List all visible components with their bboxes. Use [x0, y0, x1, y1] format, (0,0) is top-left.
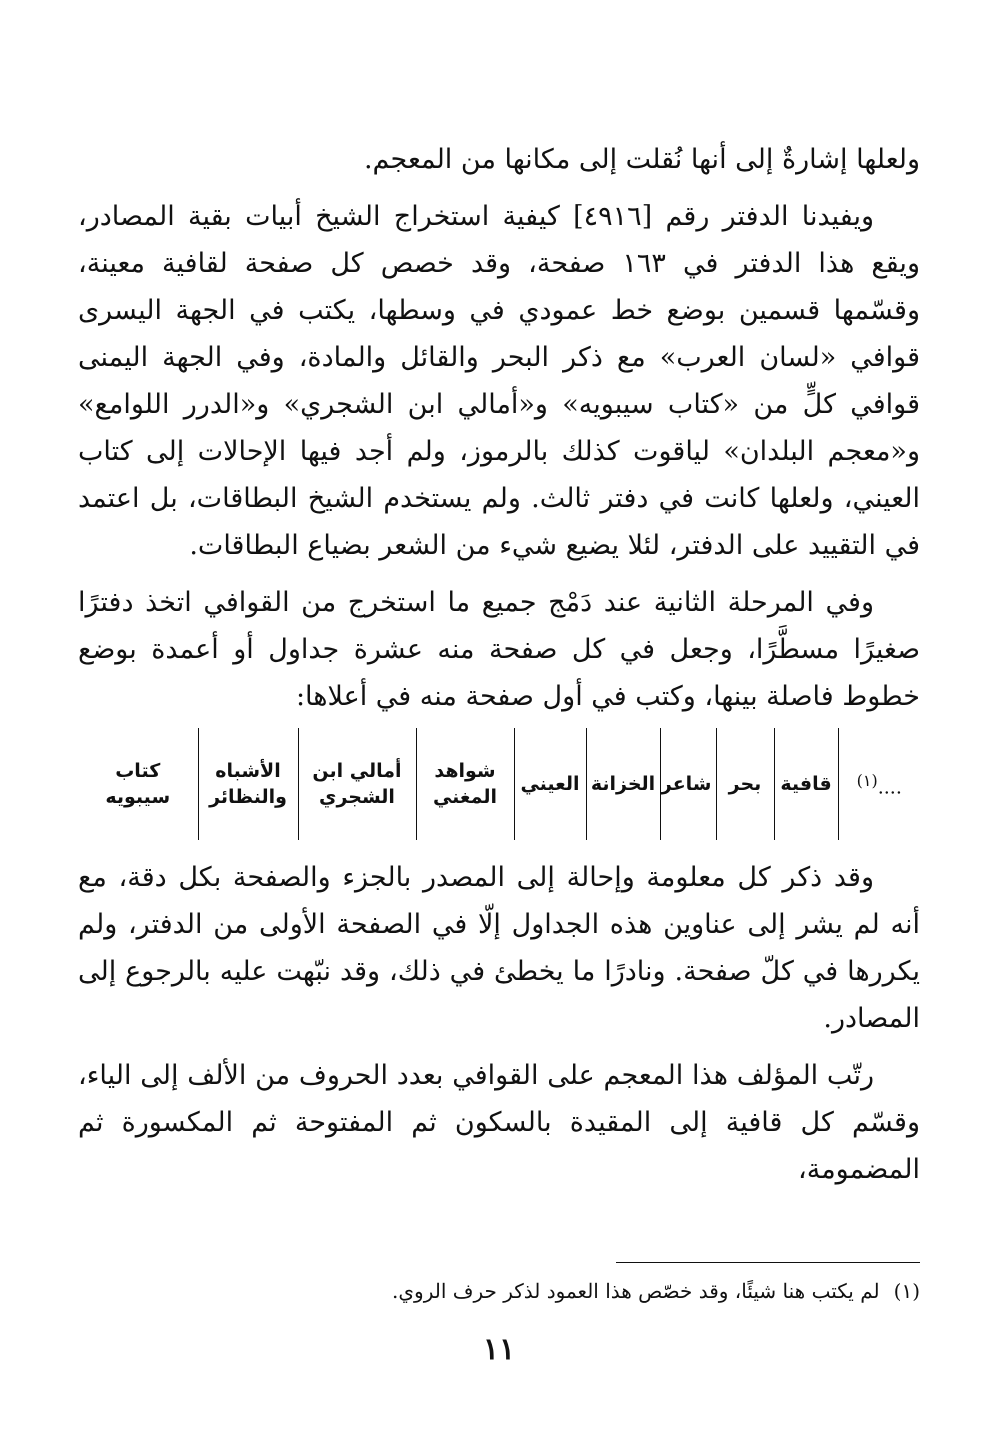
table-cell-qafiya: قافية — [774, 728, 838, 840]
footnote-divider — [616, 1262, 920, 1263]
table-cell-aini: العيني — [514, 728, 586, 840]
table-cell-note — [838, 728, 920, 840]
paragraph-4: وقد ذكر كل معلومة وإحالة إلى المصدر بالجزء والصفحة بكل دقة، مع أنه لم يشر إلى عناوين هذه الجداول إلّا في الصفحة الأولى من الدفتر، ولم يكررها في كلّ صفحة. ونادرًا ما يخطئ في ذلك، وقد نبّهت عليه بالرجوع إلى المصادر. — [78, 862, 920, 1034]
columns-table — [78, 728, 920, 840]
table-cell-bahr: بحر — [716, 728, 774, 840]
paragraph-3: وفي المرحلة الثانية عند دَمْج جميع ما استخرج من القوافي اتخذ دفترًا صغيرًا مسطَّرًا، وجعل في كل صفحة منه عشرة جداول أو أعمدة بوضع خطوط فاصلة بينها، وكتب في أول صفحة منه في أعلاها: — [78, 587, 920, 712]
table-cell-ashbah-nazair — [198, 728, 298, 840]
page-number: ١١ — [482, 1332, 516, 1367]
cell-text: شواهد المغني — [432, 760, 498, 808]
cell-text: أمالي ابن الشجري — [312, 760, 402, 808]
table-cell-kitab-sibawayh: كتاب سيبويه — [105, 760, 171, 808]
paragraph-5: رتّب المؤلف هذا المعجم على القوافي بعدد الحروف من الألف إلى الياء، وقسّم كل قافية إلى المقيدة بالسكون ثم المفتوحة ثم المكسورة ثم المضمومة، — [78, 1060, 920, 1185]
page-body — [78, 136, 920, 1193]
paragraph-2: ويفيدنا الدفتر رقم [٤٩١٦] كيفية استخراج الشيخ أبيات بقية المصادر، ويقع هذا الدفتر في ١٦٣ صفحة، وقد خصص كل صفحة لقافية معينة، وقسّمها قسمين بوضع خط عمودي في وسطها، يكتب في الجهة اليسرى قوافي «لسان العرب» مع ذكر البحر والقائل والمادة، وفي الجهة اليمنى قوافي كلٍّ من «كتاب سيبويه» و«أمالي ابن الشجري» و«الدرر اللوامع» و«معجم البلدان» لياقوت كذلك بالرموز، ولم أجد فيها الإحالات إلى كتاب العيني، ولعلها كانت في دفتر ثالث. ولم يستخدم الشيخ البطاقات، بل اعتمد في التقييد على الدفتر، لئلا يضيع شيء من الشعر بضياع البطاقات. — [78, 201, 920, 561]
paragraph-1: ولعلها إشارةٌ إلى أنها نُقلت إلى مكانها من المعجم. — [363, 144, 920, 175]
footnote-number: (١) — [893, 1279, 920, 1303]
table-cell-shaer: شاعر — [660, 728, 716, 840]
table-cell-shawahid-mughni — [416, 728, 514, 840]
table-note-dots: .... — [877, 776, 902, 799]
footnote-text: لم يكتب هنا شيئًا، وقد خصّص هذا العمود لذكر حرف الروي. — [392, 1279, 880, 1303]
cell-text: الأشباه والنظائر — [209, 760, 287, 808]
table-cell-amali-shajari — [298, 728, 416, 840]
notebook-columns-table — [78, 728, 920, 840]
table-cell-khizana: الخزانة — [586, 728, 660, 840]
footnote — [78, 1276, 920, 1306]
footnote-marker: (١) — [856, 770, 878, 790]
columns-header-row — [78, 728, 920, 840]
